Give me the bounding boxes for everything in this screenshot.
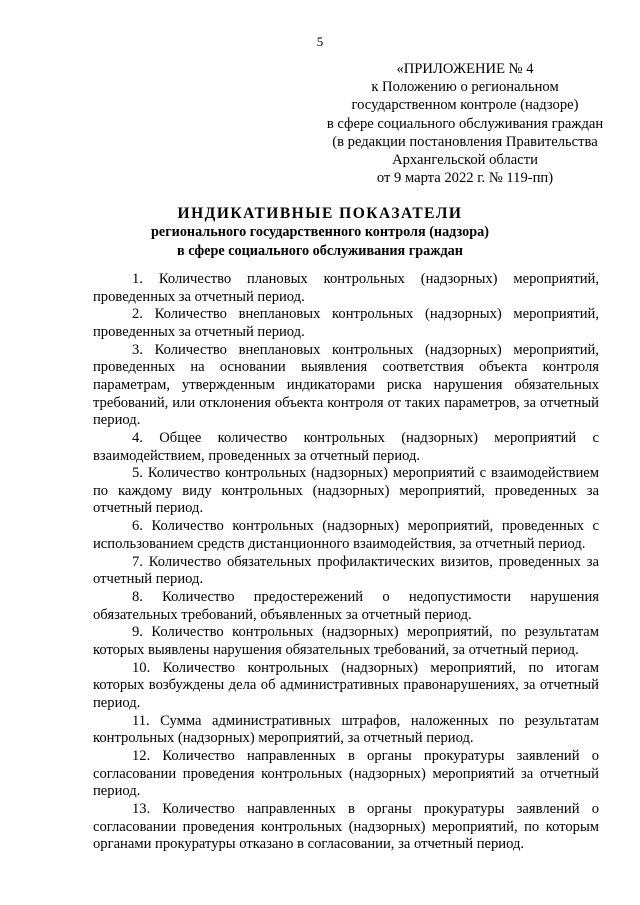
indicator-item-12: 12. Количество направленных в органы прокуратуры заявлений о согласовании проведения контрольных (надзорных) мероприятий за отчетный период. [93, 748, 599, 800]
indicator-list [93, 271, 599, 854]
appendix-line: (в редакции постановления Правительства [332, 133, 598, 150]
indicator-item-4: 4. Общее количество контрольных (надзорных) мероприятий с взаимодействием, проведенных за отчетный период. [93, 429, 599, 464]
appendix-line: к Положению о региональном [371, 79, 559, 96]
indicator-item-9: 9. Количество контрольных (надзорных) мероприятий, по результатам которых выявлены нарушения обязательных требований, за отчетный период. [93, 624, 599, 658]
page-number: 5 [316, 34, 324, 49]
appendix-line: государственном контроле (надзоре) [351, 97, 579, 114]
appendix-line: в сфере социального обслуживания граждан [326, 115, 604, 132]
indicator-item-7: 7. Количество обязательных профилактических визитов, проведенных за отчетный период. [93, 553, 599, 588]
indicator-item-8: 8. Количество предостережений о недопустимости нарушения обязательных требований, объявленных за отчетный период. [93, 589, 599, 623]
appendix-header [300, 60, 630, 187]
indicator-item-3: 3. Количество внеплановых контрольных (надзорных) мероприятий, проведенных на основании выявления соответствия объекта контроля параметрам, утвержденным индикаторами риска нарушения обязательных требований, или отклонения объекта контроля от таких параметров, за отчетный период. [93, 341, 599, 429]
appendix-line: «ПРИЛОЖЕНИЕ № 4 [396, 61, 534, 77]
appendix-line: от 9 марта 2022 г. № 119-пп) [376, 170, 554, 187]
title-subtitle-line-1: регионального государственного контроля (надзора) [151, 224, 489, 240]
indicator-item-11: 11. Сумма административных штрафов, наложенных по результатам контрольных (надзорных) мероприятий, за отчетный период. [93, 712, 599, 747]
indicator-item-13: 13. Количество направленных в органы прокуратуры заявлений о согласовании проведения контрольных (надзорных) мероприятий, по которым органами прокуратуры отказано в согласовании, за отчетный период. [93, 801, 599, 853]
indicator-item-6: 6. Количество контрольных (надзорных) мероприятий, проведенных с использованием средств дистанционного взаимодействия, за отчетный период. [93, 518, 599, 552]
title-main: ИНДИКАТИВНЫЕ ПОКАЗАТЕЛИ [177, 205, 463, 222]
indicator-item-1: 1. Количество плановых контрольных (надзорных) мероприятий, проведенных за отчетный период. [93, 271, 599, 305]
document-title [90, 204, 550, 260]
title-subtitle-line-2: в сфере социального обслуживания граждан [177, 242, 463, 259]
indicator-item-2: 2. Количество внеплановых контрольных (надзорных) мероприятий, проведенных за отчетный период. [93, 306, 599, 340]
appendix-line: Архангельской области [392, 152, 538, 169]
indicator-item-10: 10. Количество контрольных (надзорных) мероприятий, по итогам которых возбуждены дела об административных правонарушениях, за отчетный период. [93, 659, 599, 711]
indicator-item-5: 5. Количество контрольных (надзорных) мероприятий с взаимодействием по каждому виду контрольных (надзорных) мероприятий, проведенных за отчетный период. [93, 465, 599, 517]
